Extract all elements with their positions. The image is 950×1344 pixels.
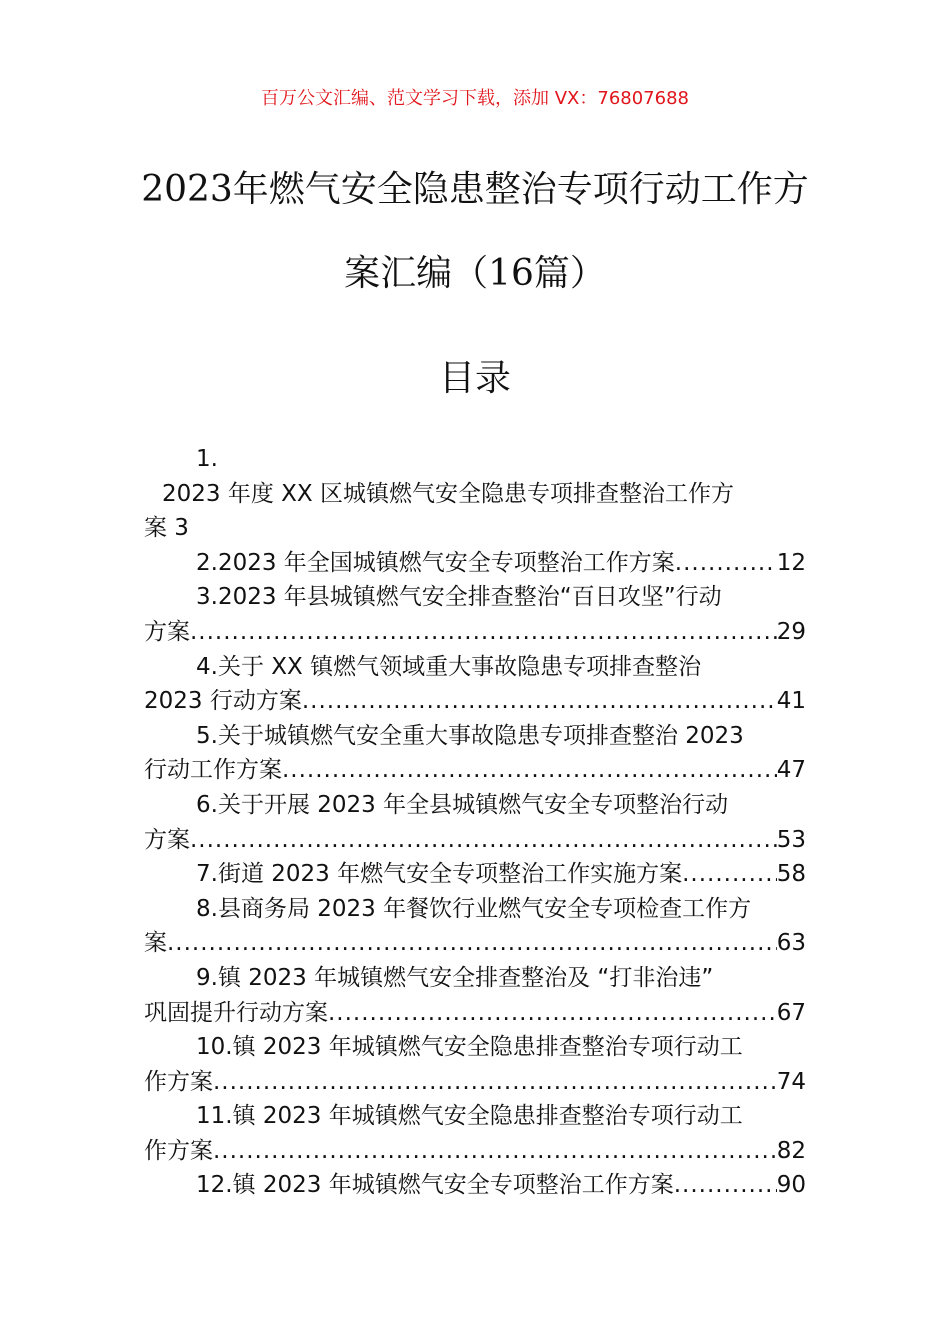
toc-entry-continuation: 案 3 bbox=[144, 515, 189, 542]
toc-entry-title-cont: 方案 bbox=[144, 826, 190, 853]
toc-entry-number: 1. bbox=[196, 446, 218, 472]
toc-entry-page: 47 bbox=[776, 757, 806, 784]
toc-entry-title: 9.镇 2023 年城镇燃气安全排查整治及 “打非治违” bbox=[196, 964, 714, 991]
toc-leader-dots bbox=[190, 823, 777, 858]
toc-heading: 目录 bbox=[438, 358, 511, 399]
toc-entry-title-cont: 方案 bbox=[144, 618, 190, 645]
toc-entry-5[interactable] bbox=[144, 719, 806, 788]
toc-entry-title: 5.关于城镇燃气安全重大事故隐患专项排查整治 2023 bbox=[196, 722, 744, 749]
toc-entry-title: 12.镇 2023 年城镇燃气安全专项整治工作方案 bbox=[196, 1172, 674, 1199]
toc-entry-page: 74 bbox=[776, 1068, 806, 1095]
toc-entry-4[interactable] bbox=[144, 650, 806, 719]
toc-entry-12[interactable] bbox=[144, 1168, 806, 1203]
toc-entry-11[interactable] bbox=[144, 1099, 806, 1168]
toc-entry-title: 6.关于开展 2023 年全县城镇燃气安全专项整治行动 bbox=[196, 791, 729, 818]
toc-entry-title: 10.镇 2023 年城镇燃气安全隐患排查整治专项行动工 bbox=[196, 1034, 743, 1061]
toc-entry-title: 3.2023 年县城镇燃气安全排查整治“百日攻坚”行动 bbox=[196, 584, 722, 611]
toc-entry-page: 12 bbox=[776, 549, 806, 576]
toc-entry-title-cont: 2023 行动方案 bbox=[144, 688, 302, 715]
toc-entry-page: 90 bbox=[776, 1172, 806, 1199]
table-of-contents bbox=[144, 442, 806, 1203]
title-line-1: 2023年燃气安全隐患整治专项行动工作方 bbox=[141, 169, 809, 210]
toc-entry-page: 58 bbox=[776, 861, 806, 888]
header-note: 百万公文汇编、范文学习下载，添加 VX：76807688 bbox=[261, 88, 689, 109]
toc-entry-2[interactable] bbox=[144, 546, 806, 581]
toc-leader-dots bbox=[282, 753, 777, 788]
toc-entry-page: 67 bbox=[776, 999, 806, 1026]
toc-entry-10[interactable] bbox=[144, 1030, 806, 1099]
toc-entry-title-cont: 作方案 bbox=[144, 1068, 213, 1095]
toc-entry-page: 53 bbox=[776, 826, 806, 853]
toc-entry-8[interactable] bbox=[144, 892, 806, 961]
toc-entry-title: 2.2023 年全国城镇燃气安全专项整治工作方案 bbox=[196, 549, 675, 576]
toc-leader-dots bbox=[302, 684, 777, 719]
toc-entry-title: 2023 年度 XX 区城镇燃气安全隐患专项排查整治工作方 bbox=[162, 480, 734, 507]
toc-leader-dots bbox=[682, 857, 777, 892]
toc-leader-dots bbox=[328, 996, 777, 1031]
document-title bbox=[120, 148, 830, 316]
toc-leader-dots bbox=[675, 546, 777, 581]
toc-entry-page: 29 bbox=[776, 618, 806, 645]
toc-leader-dots bbox=[674, 1168, 777, 1203]
toc-entry-page: 63 bbox=[776, 930, 806, 957]
title-line-2: 案汇编（16篇） bbox=[344, 253, 606, 294]
toc-entry-title: 11.镇 2023 年城镇燃气安全隐患排查整治专项行动工 bbox=[196, 1103, 743, 1130]
toc-entry-title-cont: 案 bbox=[144, 930, 167, 957]
toc-entry-7[interactable] bbox=[144, 857, 806, 892]
toc-leader-dots bbox=[167, 926, 777, 961]
toc-leader-dots bbox=[190, 615, 777, 650]
toc-entry-title-cont: 作方案 bbox=[144, 1137, 213, 1164]
toc-leader-dots bbox=[213, 1134, 777, 1169]
toc-entry-page: 82 bbox=[776, 1137, 806, 1164]
toc-entry-page: 41 bbox=[776, 688, 806, 715]
toc-entry-9[interactable] bbox=[144, 961, 806, 1030]
toc-entry-title: 7.街道 2023 年燃气安全专项整治工作实施方案 bbox=[196, 861, 683, 888]
toc-entry-title: 8.县商务局 2023 年餐饮行业燃气安全专项检查工作方 bbox=[196, 895, 752, 922]
toc-leader-dots bbox=[213, 1065, 777, 1100]
toc-entry-6[interactable] bbox=[144, 788, 806, 857]
toc-entry-1[interactable] bbox=[144, 442, 806, 546]
toc-entry-title-cont: 行动工作方案 bbox=[144, 757, 282, 784]
toc-entry-3[interactable] bbox=[144, 580, 806, 649]
toc-entry-title: 4.关于 XX 镇燃气领域重大事故隐患专项排查整治 bbox=[196, 653, 702, 680]
toc-entry-title-cont: 巩固提升行动方案 bbox=[144, 999, 328, 1026]
